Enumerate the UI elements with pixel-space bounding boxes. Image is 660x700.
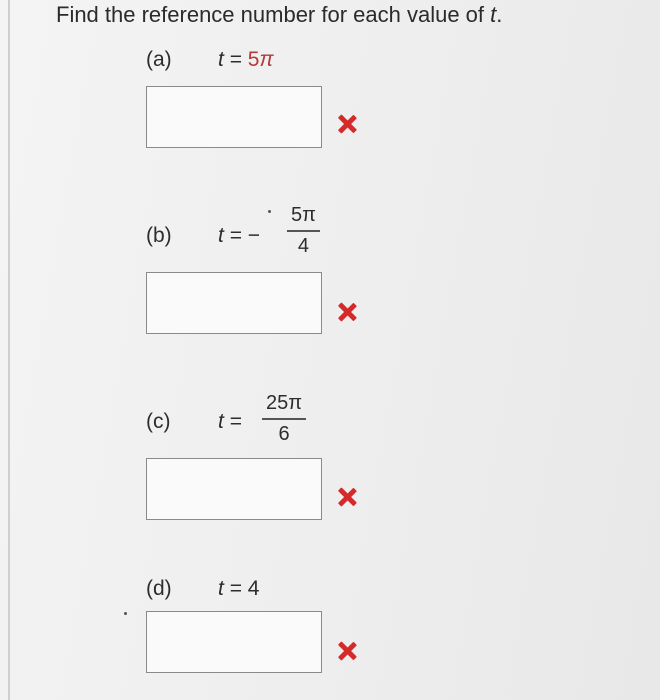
part-d-expression (218, 577, 259, 601)
part-c-equals: = (229, 410, 242, 433)
part-b-sign: − (247, 224, 261, 247)
screen-speck (124, 612, 127, 615)
part-c-label: (c) (146, 410, 171, 433)
close-icon (337, 114, 357, 134)
close-icon (337, 302, 357, 322)
part-d-label: (d) (146, 577, 172, 600)
question-prefix: Find the reference number for each value of (56, 2, 491, 27)
part-b-fraction (287, 204, 320, 258)
part-b-equals: = (229, 224, 242, 247)
part-a-variable: t (218, 48, 224, 71)
part-d-equals: = (229, 577, 242, 600)
part-c-numerator: 25π (266, 392, 303, 414)
part-c-fraction (262, 392, 306, 446)
part-d-value: 4 (247, 577, 260, 600)
part-b-numerator: 5π (291, 204, 316, 226)
question-variable: t (490, 2, 497, 27)
part-c-denominator: 6 (278, 422, 290, 445)
part-a-value: 5 (247, 48, 260, 71)
part-d-variable: t (218, 577, 224, 600)
part-a-answer-input[interactable] (146, 86, 322, 148)
part-a-equals: = (229, 48, 242, 71)
part-b-answer-input[interactable] (146, 272, 322, 334)
question-suffix: . (496, 2, 503, 27)
part-a-label: (a) (146, 48, 172, 71)
part-b-expression (218, 224, 260, 248)
question-text (56, 2, 502, 28)
close-icon (337, 641, 357, 661)
part-b-variable: t (218, 224, 224, 247)
part-b-label: (b) (146, 224, 172, 247)
part-a-expression (218, 48, 274, 72)
part-b-denominator: 4 (297, 234, 310, 257)
screen-speck (268, 210, 271, 213)
part-a-pi: π (259, 48, 274, 71)
part-c-variable: t (218, 410, 224, 433)
part-d-answer-input[interactable] (146, 611, 322, 673)
left-border (8, 0, 10, 700)
close-icon (337, 487, 357, 507)
part-c-answer-input[interactable] (146, 458, 322, 520)
part-c-expression (218, 410, 242, 434)
